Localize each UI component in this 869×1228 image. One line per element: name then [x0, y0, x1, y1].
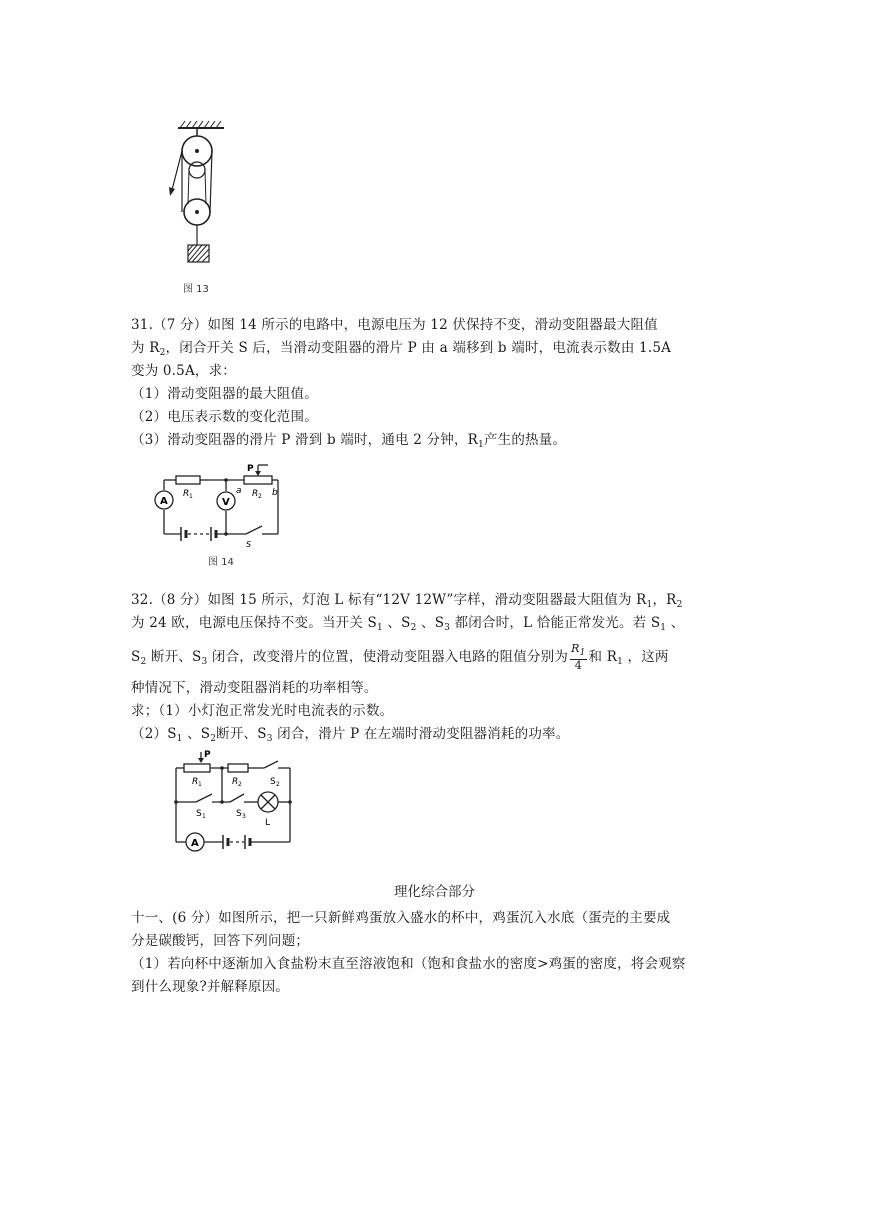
r1-sub: 1: [189, 493, 193, 500]
q32-line3-s3: 3: [201, 657, 208, 667]
q31-line2-b: ，闭合开关 S 后，当滑动变阻器的滑片 P 由 a 端移到 b 端时，电流表示数由 1.5A: [165, 340, 672, 356]
q32-line2-s1b: 1: [660, 623, 667, 633]
q32-line3-c: 闭合，改变滑片的位置，使滑动变阻器入电路的阻值分别为: [207, 649, 569, 665]
q11-line2: 分是碳酸钙，回答下列问题；: [131, 933, 310, 949]
slider-p-label: P: [247, 464, 254, 474]
q31-item3-b: 产生的热量。: [483, 432, 567, 448]
q32-line3-a: S: [131, 649, 141, 665]
voltmeter-label: V: [222, 497, 230, 508]
q32-line2-s3: 3: [444, 623, 451, 633]
q32-ask2-c: 断开、S: [216, 726, 267, 742]
figure-14-caption: 图 14: [208, 557, 234, 568]
q31-line2-a: 为 R: [131, 340, 160, 356]
q32-line2-s2: 2: [410, 623, 417, 633]
q32-line1-sub2: 2: [676, 600, 683, 610]
q31-line2-sub: 2: [159, 348, 166, 358]
q32-line1-a: 32.（8 分）如图 15 所示，灯泡 L 标有“12V 12W”字样，滑动变阻器最大阻值为 R: [131, 592, 647, 608]
q32-line2-s1: 1: [377, 623, 383, 633]
fig15-r2-sub: 2: [238, 781, 242, 788]
fig15-s2-label: S: [270, 777, 276, 787]
q31-item1: （1）滑动变阻器的最大阻值。: [131, 386, 318, 402]
frac-num: R: [571, 642, 580, 655]
q31-item3-sub: 1: [478, 440, 484, 450]
fig15-s3-label: S: [236, 809, 242, 819]
q32-ask2-s1: 1: [176, 734, 183, 744]
q32-line2-e: 、: [666, 615, 685, 631]
q32-line2: [131, 611, 684, 633]
circuit-figure-14: [148, 462, 288, 550]
q32-line1: [131, 588, 683, 610]
q31-item2: （2）电压表示数的变化范围。: [131, 409, 318, 425]
q32-ask2-d: 闭合，滑片 P 在左端时滑动变阻器消耗的功率。: [272, 726, 570, 742]
frac-den: 4: [574, 659, 582, 672]
q32-ask2-a: （2）S: [131, 726, 177, 742]
fig15-ammeter-label: A: [191, 838, 199, 849]
q32-line1-b: ，R: [652, 592, 677, 608]
fig15-s1-sub: 1: [202, 813, 206, 820]
section-title: 理化综合部分: [394, 884, 475, 900]
q32-line2-a: 为 24 欧，电源电压保持不变。当开关 S: [131, 615, 377, 631]
r2-label: R: [252, 489, 259, 499]
q11-line3: （1）若向杯中逐渐加入食盐粉末直至溶液饱和（饱和食盐水的密度>鸡蛋的密度，将会观察: [131, 956, 686, 972]
q32-ask2-s3: 3: [266, 734, 273, 744]
q31-line2: [131, 336, 671, 358]
q32-line2-c: 、S: [416, 615, 445, 631]
fig15-r1-sub: 1: [198, 781, 202, 788]
fig15-s2-sub: 2: [276, 781, 280, 788]
r1-label: R: [183, 489, 190, 499]
ammeter-label: A: [160, 496, 168, 507]
q32-line2-b: 、S: [382, 615, 411, 631]
switch-s-label: S: [246, 540, 252, 549]
q32-ask1: 求；（1）小灯泡正常发光时电流表的示数。: [131, 703, 394, 719]
q32-ask2-b: 、S: [182, 726, 211, 742]
q32-line2-d: 都闭合时，L 恰能正常发光。若 S: [450, 615, 661, 631]
fig15-s1-label: S: [196, 809, 202, 819]
frac-num-sub: 1: [579, 648, 586, 658]
r2-sub: 2: [258, 493, 262, 500]
fig15-s3-sub: 3: [242, 813, 246, 820]
q32-ask2: [131, 722, 569, 744]
pulley-figure: [160, 118, 240, 270]
q32-line4: 种情况下，滑动变阻器消耗的功率相等。: [131, 680, 378, 696]
q32-line3-e: ，这两: [623, 649, 669, 665]
q31-line1: 31.（7 分）如图 14 所示的电路中，电源电压为 12 伏保持不变，滑动变阻器最大阻值: [131, 317, 658, 333]
r1-over-4-fraction: [570, 643, 586, 672]
q31-item3-a: （3）滑动变阻器的滑片 P 滑到 b 端时，通电 2 分钟，R: [131, 432, 479, 448]
q31-line3: 变为 0.5A，求：: [131, 363, 237, 379]
q32-line3-b: 断开、S: [146, 649, 202, 665]
q32-line3-sub: 1: [617, 657, 623, 667]
fig15-lamp-label: L: [265, 818, 271, 828]
q32-ask2-s2: 2: [210, 734, 217, 744]
q11-line4: 到什么现象?并解释原因。: [131, 979, 290, 995]
q32-line3: [131, 643, 669, 672]
fig15-p-label: P: [204, 750, 211, 760]
q32-line3-d: 和 R: [588, 649, 618, 665]
q32-line1-sub1: 1: [646, 600, 653, 610]
circuit-figure-15: [166, 748, 298, 852]
q11-line1: 十一、(6 分）如图所示，把一只新鲜鸡蛋放入盛水的杯中，鸡蛋沉入水底（蛋壳的主要成: [131, 910, 671, 926]
fig15-r2-label: R: [232, 777, 239, 787]
q32-line3-s2: 2: [140, 657, 147, 667]
end-b-label: b: [272, 488, 278, 498]
fig15-r1-label: R: [192, 777, 199, 787]
end-a-label: a: [236, 486, 242, 496]
figure-13-caption: 图 13: [183, 284, 209, 295]
q31-item3: [131, 428, 566, 450]
